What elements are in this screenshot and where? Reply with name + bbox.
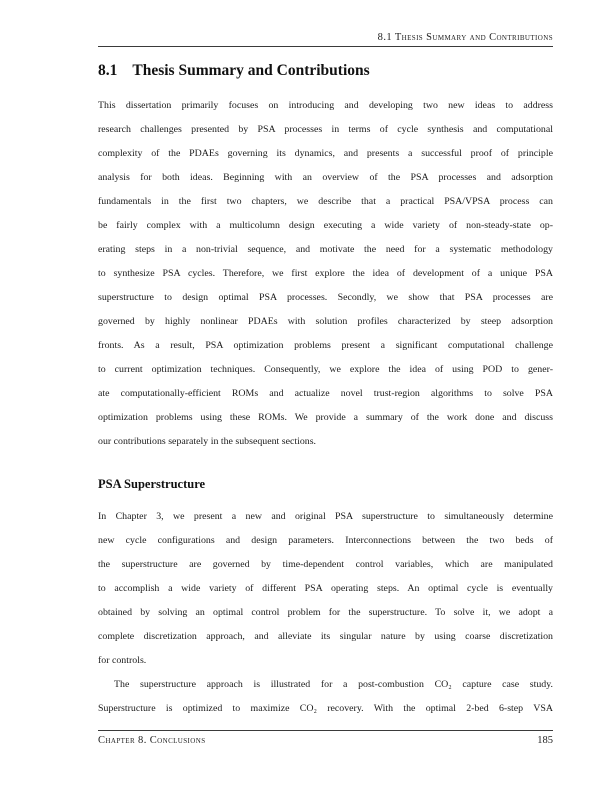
paragraph-thesis-summary — [98, 94, 553, 454]
text-column — [98, 0, 553, 721]
page-number: 185 — [537, 735, 553, 746]
text-line: complete discretization approach, and alleviate its singular nature by using coarse discretization — [98, 631, 553, 642]
text-line: obtained by solving an optimal control problem for the superstructure. To solve it, we adopt a — [98, 607, 553, 618]
text-line: superstructure to design optimal PSA processes. Secondly, we show that PSA processes are — [98, 292, 553, 303]
text-line: for controls. — [98, 655, 147, 666]
text-line: to accomplish a wide variety of different PSA operating steps. An optimal cycle is eventually — [98, 583, 553, 594]
running-header: 8.1 Thesis Summary and Contributions — [377, 32, 553, 43]
text-line: new cycle configurations and design parameters. Interconnections between the two beds of — [98, 535, 553, 546]
paragraph-case-study — [98, 673, 553, 721]
section-number: 8.1 — [98, 62, 118, 79]
page-footer — [98, 730, 553, 746]
text-line: Superstructure is optimized to maximize CO₂ recovery. With the optimal 2-bed 6-step VSA — [98, 703, 553, 714]
text-line: the superstructure are governed by time-dependent control variables, which are manipulated — [98, 559, 553, 570]
text-line: governed by highly nonlinear PDAEs with solution profiles characterized by steep adsorption — [98, 316, 553, 327]
text-line: to synthesize PSA cycles. Therefore, we first explore the idea of development of a unique PSA — [98, 268, 553, 279]
text-line: complexity of the PDAEs governing its dynamics, and presents a successful proof of principle — [98, 148, 553, 159]
text-line: ate computationally-efficient ROMs and actualize novel trust-region algorithms to solve PSA — [98, 388, 553, 399]
section-heading — [98, 61, 553, 80]
text-line: erating steps in a non-trivial sequence, and motivate the need for a systematic methodology — [98, 244, 553, 255]
footer-rule — [98, 730, 553, 731]
text-line: optimization problems using these ROMs. We provide a summary of the work done and discuss — [98, 412, 553, 423]
header-rule — [98, 46, 553, 47]
text-line: In Chapter 3, we present a new and original PSA superstructure to simultaneously determine — [98, 511, 553, 522]
footer-row — [98, 735, 553, 746]
text-line: to current optimization techniques. Consequently, we explore the idea of using POD to gener- — [98, 364, 553, 375]
paragraph-psa-superstructure — [98, 505, 553, 673]
subsection-heading: PSA Superstructure — [98, 477, 206, 491]
text-line: This dissertation primarily focuses on introducing and developing two new ideas to address — [98, 100, 553, 111]
text-line: research challenges presented by PSA processes in terms of cycle synthesis and computational — [98, 124, 553, 135]
text-line: be fairly complex with a multicolumn design executing a wide variety of non-steady-state op- — [98, 220, 553, 231]
footer-chapter-label: Chapter 8. Conclusions — [98, 735, 206, 746]
section-title: Thesis Summary and Contributions — [132, 62, 370, 79]
text-line: fundamentals in the first two chapters, we describe that a practical PSA/VPSA process can — [98, 196, 553, 207]
text-line: fronts. As a result, PSA optimization problems present a significant computational challenge — [98, 340, 553, 351]
text-line: our contributions separately in the subsequent sections. — [98, 436, 317, 447]
text-line: analysis for both ideas. Beginning with an overview of the PSA processes and adsorption — [98, 172, 553, 183]
text-line: The superstructure approach is illustrated for a post-combustion CO₂ capture case study. — [114, 679, 553, 690]
